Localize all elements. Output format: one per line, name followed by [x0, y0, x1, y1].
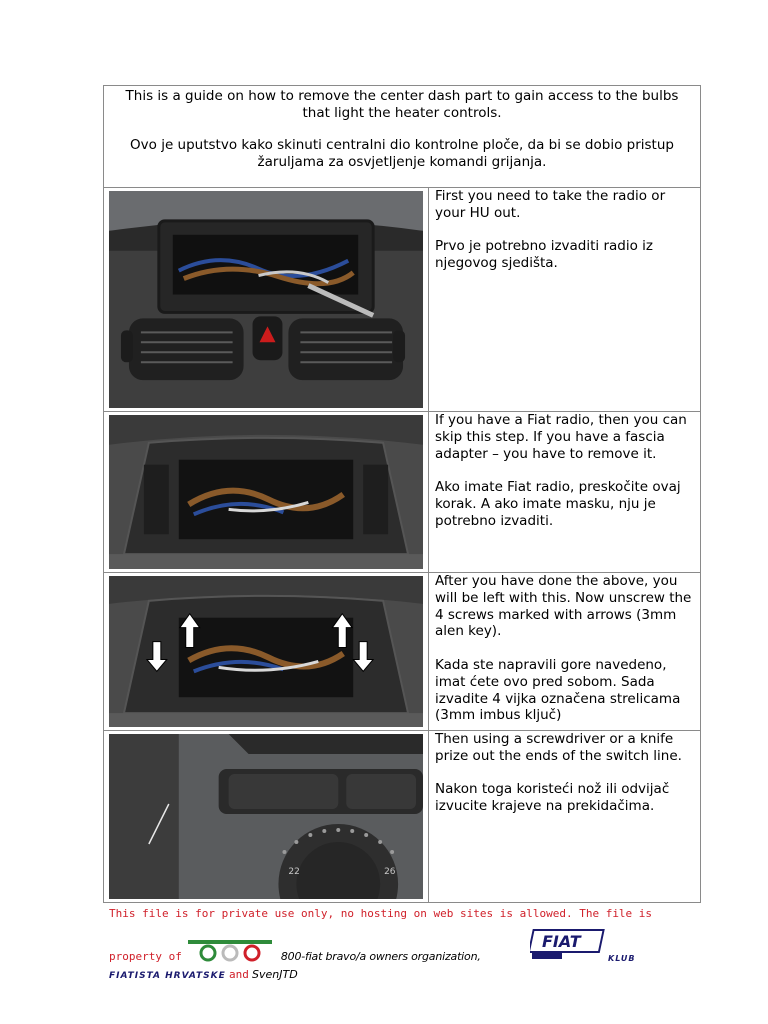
step-2-photo [104, 412, 429, 572]
switch-line-photo [109, 734, 423, 899]
step-1-photo [104, 188, 429, 411]
dial-left-label: 22 [288, 866, 300, 878]
step-row-3 [104, 573, 700, 731]
step-2-croatian: Ako imate Fiat radio, preskočite ovaj korak. A ako imate masku, nju je potrebno izvaditi. [435, 479, 681, 529]
800-logo-icon [188, 940, 272, 962]
klub-text: KLUB [608, 954, 636, 963]
intro-english: This is a guide on how to remove the center dash part to gain access to the bulbs that light the heater controls. [125, 88, 679, 121]
step-4-english: Then using a screwdriver or a knife prize out the ends of the switch line. [435, 731, 682, 764]
radio-slot-photo [109, 191, 423, 408]
step-row-2 [104, 412, 700, 573]
intro-croatian: Ovo je uputstvo kako skinuti centralni dio kontrolne ploče, da bi se dobio pristup žaruljama za osvjetljenje komandi grijanja. [130, 137, 674, 170]
step-row-1 [104, 188, 700, 412]
step-2-text [429, 412, 700, 572]
step-4-photo [104, 731, 429, 902]
step-1-english: First you need to take the radio or your HU out. [435, 188, 666, 221]
intro-cell [104, 86, 700, 188]
step-3-croatian: Kada ste napravili gore navedeno, imat ćete ovo pred sobom. Sada izvadite 4 vijka označena strelicama (3mm imbus ključ) [435, 656, 681, 724]
property-of-text: property of [109, 950, 182, 963]
step-1-text [429, 188, 700, 411]
step-2-english: If you have a Fiat radio, then you can skip this step. If you have a fascia adapter – you have to remove it. [435, 412, 687, 462]
step-3-english: After you have done the above, you will be left with this. Now unscrew the 4 screws marked with arrows (3mm alen key). [435, 573, 692, 640]
fiat-logo-text: FIAT [542, 932, 581, 951]
step-3-photo [104, 573, 429, 730]
footer-property-line [109, 950, 481, 963]
step-4-text [429, 731, 700, 902]
fiat-club-logo-icon [530, 928, 608, 966]
org-text: 800-fiat bravo/a owners organization, [280, 950, 481, 963]
step-row-4 [104, 731, 700, 902]
fascia-adapter-photo [109, 415, 423, 569]
club-name-text: FIATISTA HRVATSKE [109, 971, 226, 981]
step-4-croatian: Nakon toga koristeći nož ili odvijač izvucite krajeve na prekidačima. [435, 781, 670, 815]
and-text: and [228, 968, 249, 981]
footer-notice: This file is for private use only, no hosting on web sites is allowed. The file is [109, 907, 653, 920]
screws-arrows-photo [109, 576, 423, 727]
dial-right-label: 26 [384, 866, 396, 878]
footer-author-line [109, 968, 298, 981]
step-1-croatian: Prvo je potrebno izvaditi radio iz njegovog sjedišta. [435, 238, 653, 272]
author-text: SvenJTD [252, 968, 298, 981]
step-3-text [429, 573, 700, 730]
guide-table [103, 85, 701, 903]
